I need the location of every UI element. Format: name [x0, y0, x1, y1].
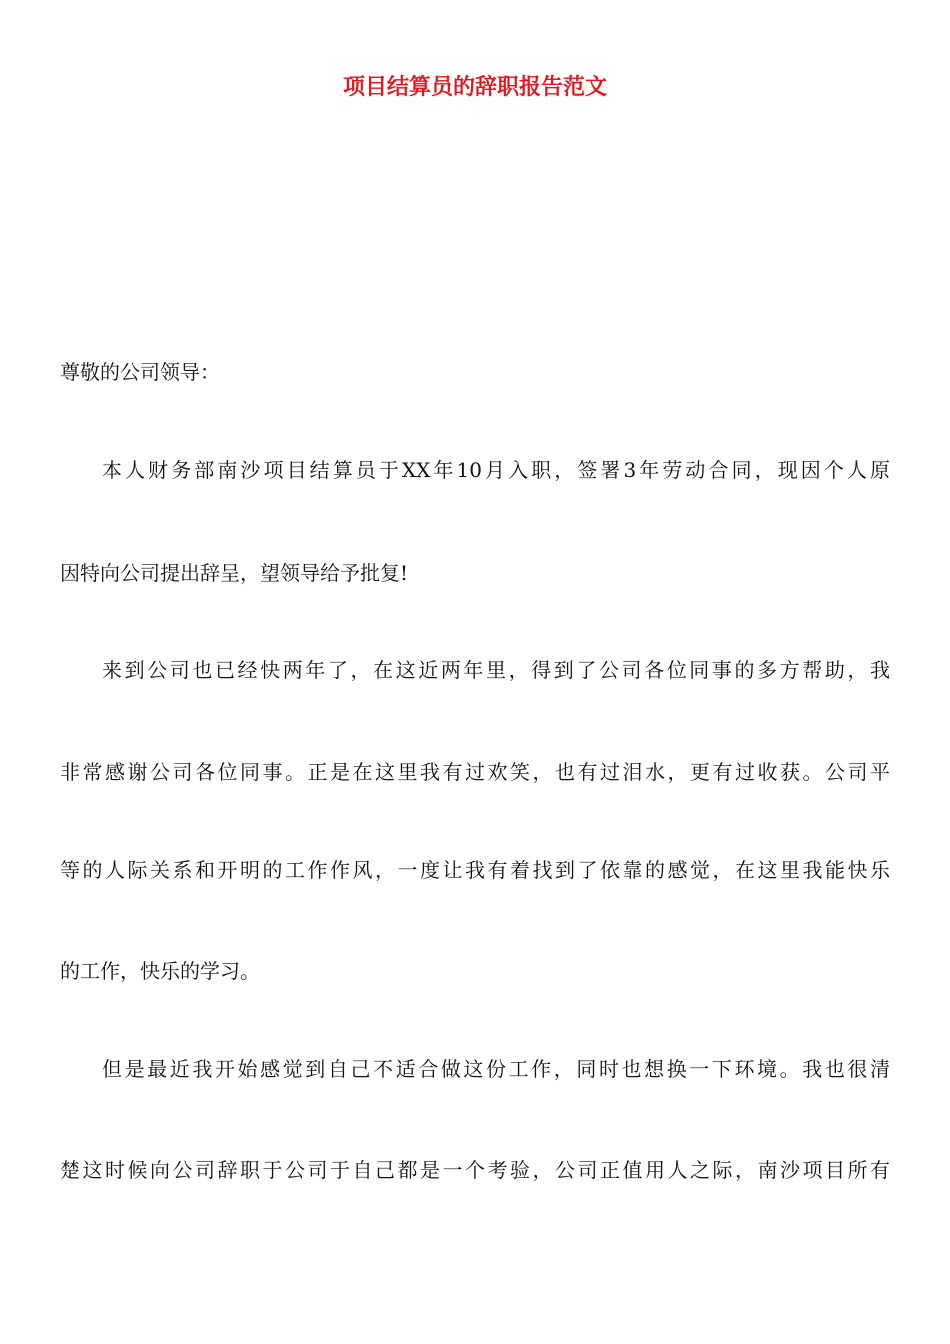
paragraph-2-line-2: 非常感谢公司各位同事。正是在这里我有过欢笑，也有过泪水，更有过收获。公司平 — [60, 760, 890, 784]
paragraph-1-line-1: 本人财务部南沙项目结算员于XX年10月入职，签署3年劳动合同，现因个人原 — [102, 458, 890, 482]
paragraph-3-line-2: 楚这时候向公司辞职于公司于自己都是一个考验，公司正值用人之际，南沙项目所有 — [60, 1158, 890, 1182]
paragraph-2-line-3: 等的人际关系和开明的工作作风，一度让我有着找到了依靠的感觉，在这里我能快乐 — [60, 858, 890, 882]
paragraph-3-line-1: 但是最近我开始感觉到自己不适合做这份工作，同时也想换一下环境。我也很清 — [102, 1057, 890, 1081]
document-title: 项目结算员的辞职报告范文 — [342, 75, 607, 100]
paragraph-1-line-2: 因特向公司提出辞呈，望领导给予批复! — [60, 561, 409, 585]
paragraph-2-line-1: 来到公司也已经快两年了，在这近两年里，得到了公司各位同事的多方帮助，我 — [102, 658, 890, 682]
salutation: 尊敬的公司领导： — [60, 360, 220, 384]
paragraph-2-line-4: 的工作，快乐的学习。 — [60, 959, 260, 983]
